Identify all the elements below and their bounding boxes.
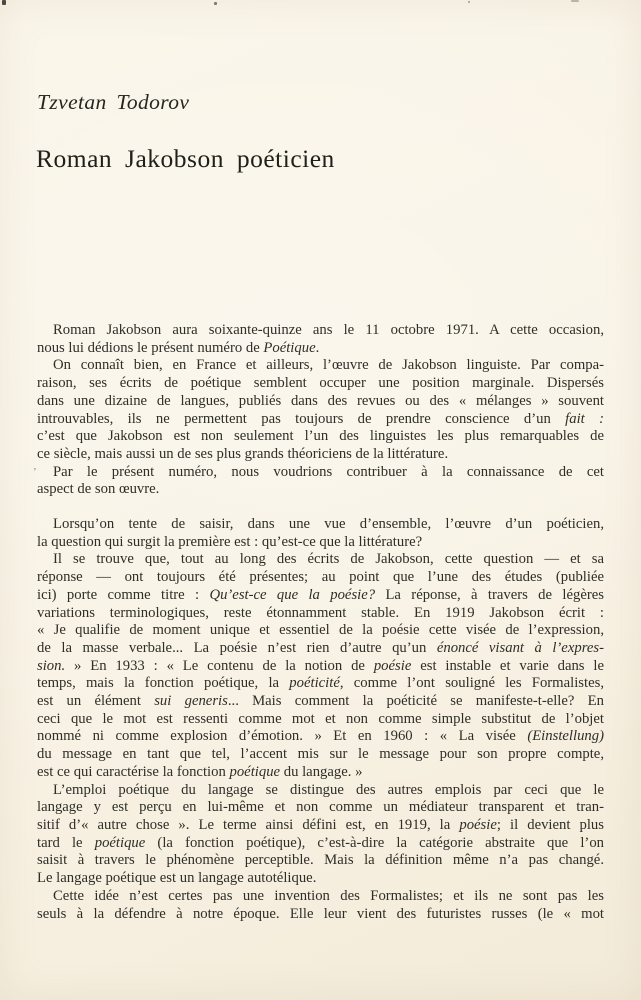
paragraph: [37, 464, 604, 499]
author-name: Tzvetan Todorov: [37, 90, 190, 114]
body-line: [37, 817, 604, 835]
italic-text: poésie: [459, 816, 497, 833]
italic-text: Poétique: [263, 339, 316, 356]
text: Lorsqu’on tente de saisir, dans une vue d’ensemble, l’œuvre d’un poéticien,: [53, 516, 604, 533]
body-line: [37, 764, 604, 782]
body-line: [37, 551, 604, 569]
italic-text: sui generis: [154, 693, 228, 710]
paragraph: [37, 782, 604, 888]
body-line: [37, 357, 604, 375]
body-line: [37, 393, 604, 411]
page-title: Roman Jakobson poéticien: [36, 144, 335, 173]
text: du langage. »: [280, 763, 363, 780]
text: Par le présent numéro, nous voudrions contribuer à la connaissance de cet: [53, 463, 604, 480]
text: ici) porte comme titre :: [37, 586, 210, 603]
text: dans une dizaine de langues, publiés dans des revues ou des « mélanges » souvent: [37, 392, 604, 409]
text: ceci que le mot est ressenti comme mot et non comme simple substitut de l’objet: [37, 710, 604, 727]
text: seuls à la défendre à notre époque. Elle leur vient des futuristes russes (le « mot: [37, 905, 604, 922]
text: est instable et varie dans le: [411, 657, 604, 674]
text: du message en tant que tel, l’accent mis sur le message pour son propre compte,: [37, 746, 604, 763]
text: ; il devient plus: [496, 816, 604, 833]
body-line: [37, 675, 604, 693]
italic-text: (Einstellung): [527, 728, 604, 745]
text: .: [315, 339, 320, 356]
body-line: [37, 622, 604, 640]
italic-text: poéticité: [289, 675, 340, 692]
text: Cette idée n’est certes pas une invention des Formalistes; et ils ne sont pas les: [53, 887, 604, 904]
text: réponse — ont toujours été présentes; au point que l’une des études (publiée: [37, 569, 604, 586]
text: La réponse, à travers de légères: [375, 586, 604, 603]
text: est ce qui caractérise la fonction: [37, 763, 230, 780]
text: sitif d’« autre chose ». Le terme ainsi défini est, en 1919, la: [37, 816, 460, 833]
italic-text: poésie: [373, 657, 412, 674]
text: Roman Jakobson aura soixante-quinze ans le 11 octobre 1971. A cette occasion,: [53, 322, 604, 338]
text: tard le: [37, 834, 95, 851]
body-line: [37, 569, 604, 587]
text: aspect de son œuvre.: [37, 481, 160, 498]
text: temps, mais la fonction poétique, la: [37, 675, 290, 692]
body-line: [37, 746, 604, 764]
body-line: [37, 411, 604, 429]
body-line: [37, 605, 604, 623]
body-line: [37, 446, 604, 464]
text: saisit à travers le phénomène perceptible. Mais la définition même n’a pas changé.: [37, 852, 604, 869]
text: langage y est perçu en lui-même et non comme un médiateur transparent et tran-: [37, 799, 604, 816]
italic-text: sion.: [37, 657, 66, 674]
body-line: [37, 658, 604, 676]
scan-speck: [214, 2, 217, 5]
body-line: [37, 799, 604, 817]
paragraph: [37, 516, 604, 551]
body-line: [37, 464, 604, 482]
paragraph: [37, 322, 604, 357]
body-line: [37, 835, 604, 853]
text: variations terminologiques, reste étonnamment stable. En 1919 Jakobson écrit :: [37, 604, 604, 621]
body-line: [37, 782, 604, 800]
body-text: [37, 322, 604, 923]
text: (la fonction poétique), c’est-à-dire la catégorie abstraite que l’on: [145, 834, 605, 851]
paragraph: [37, 888, 604, 923]
scan-speck: [571, 0, 579, 2]
text: c’est que Jakobson est non seulement l’un des linguistes les plus remarquables de: [37, 428, 604, 445]
body-line: [37, 728, 604, 746]
body-line: [37, 888, 604, 906]
text: On connaît bien, en France et ailleurs, l’œuvre de Jakobson linguiste. Par compa-: [53, 357, 604, 374]
text: la question qui surgit la première est : qu’est-ce que la littérature?: [37, 533, 423, 550]
text: « Je qualifie de moment unique et essentiel de la poésie cette visée de l’expression,: [37, 622, 604, 639]
scan-speck: [2, 0, 6, 5]
body-line: [37, 587, 604, 605]
scan-speck: [468, 1, 470, 3]
text: est un élément: [37, 693, 155, 710]
paragraph: [37, 357, 604, 463]
body-line: [37, 340, 604, 358]
text: introuvables, ils ne permettent pas toujours de prendre conscience d’un: [37, 410, 566, 427]
text: nommé ni comme explosion d’émotion. » Et en 1960 : « La visée: [37, 728, 528, 745]
italic-text: poétique: [94, 834, 146, 851]
body-line: [37, 375, 604, 393]
italic-text: poétique: [229, 763, 281, 780]
italic-text: énoncé visant à l’expres-: [436, 639, 604, 656]
text: ce siècle, mais aussi un de ses plus grands théoriciens de la littérature.: [37, 445, 449, 462]
body-line: [37, 534, 604, 552]
text: ... Mais comment la poéticité se manifeste-t-elle? En: [227, 693, 604, 710]
italic-text: fait :: [565, 410, 604, 427]
body-line: [37, 481, 604, 499]
text: raison, ses écrits de poétique semblent occuper une position marginale. Dispersés: [37, 375, 604, 392]
body-line: [37, 640, 604, 658]
text: de la masse verbale... La poésie n’est rien d’autre qu’un: [37, 639, 437, 656]
text: Le langage poétique est un langage autotélique.: [37, 870, 317, 887]
text: » En 1933 : « Le contenu de la notion de: [65, 657, 374, 674]
body-line: [37, 322, 604, 340]
scan-artifact-apostrophe: ’: [33, 466, 37, 478]
body-line: [37, 516, 604, 534]
text: nous lui dédions le présent numéro de: [37, 339, 264, 356]
body-line: [37, 428, 604, 446]
text: L’emploi poétique du langage se distingue des autres emplois par ceci que le: [53, 781, 604, 798]
italic-text: Qu’est-ce que la poésie?: [209, 586, 376, 603]
body-line: [37, 693, 604, 711]
body-line: [37, 870, 604, 888]
body-line: [37, 852, 604, 870]
text: Il se trouve que, tout au long des écrits de Jakobson, cette question — et sa: [53, 551, 604, 568]
paragraph: [37, 551, 604, 781]
body-line: [37, 711, 604, 729]
body-line: [37, 906, 604, 924]
text: , comme l’ont souligné les Formalistes,: [339, 675, 604, 692]
